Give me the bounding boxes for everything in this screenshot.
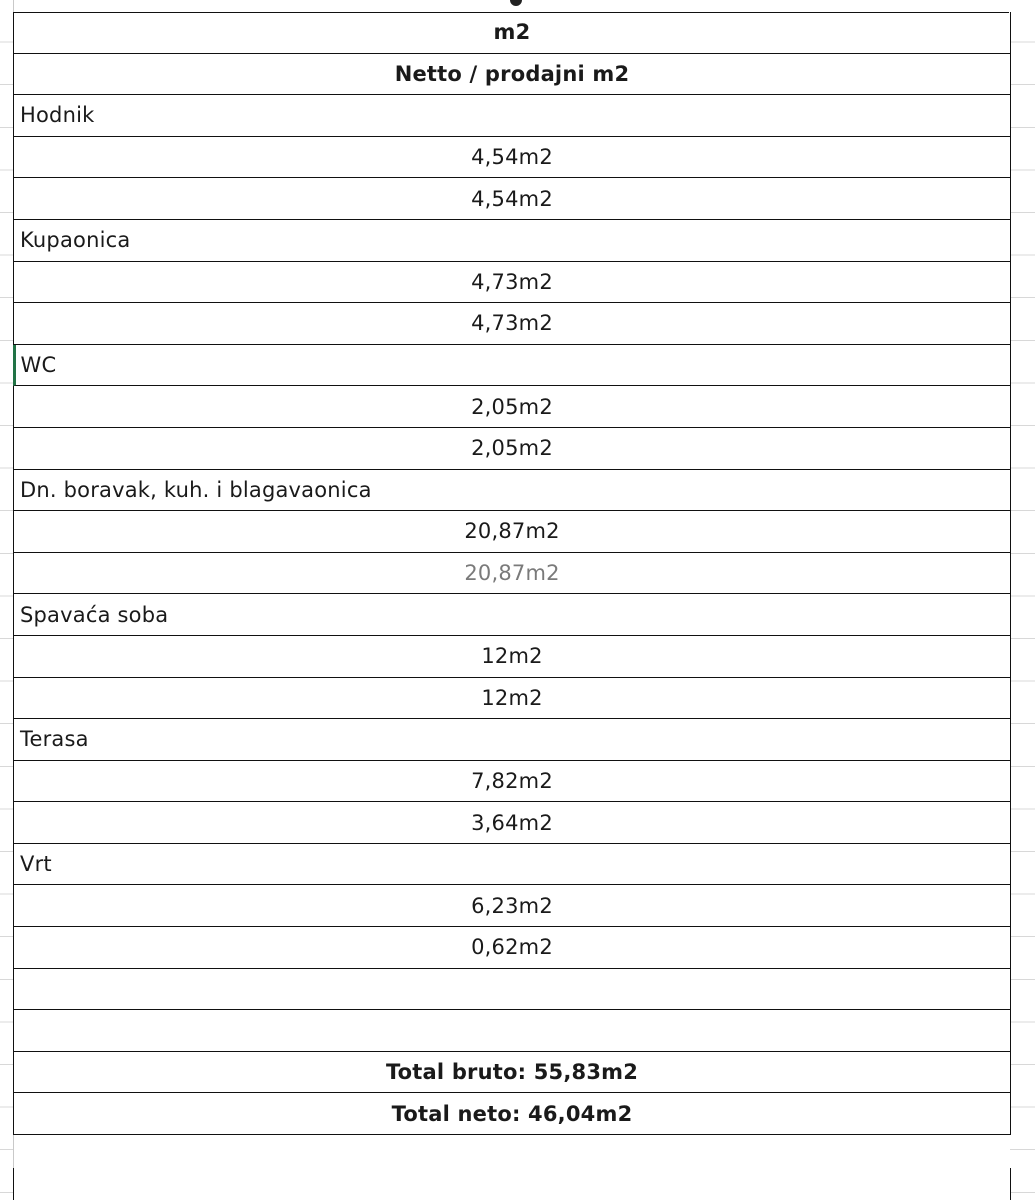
cut-off-text-fragment xyxy=(510,0,522,6)
room-bruto-cell-terasa[interactable]: 7,82m2 xyxy=(14,761,1010,803)
room-neto-cell-spavaca-soba[interactable]: 12m2 xyxy=(14,678,1010,720)
room-bruto-cell-boravak[interactable]: 20,87m2 xyxy=(14,511,1010,553)
area-table xyxy=(13,12,1011,1135)
total-neto-cell[interactable]: Total neto: 46,04m2 xyxy=(14,1093,1010,1135)
room-bruto-cell-spavaca-soba[interactable]: 12m2 xyxy=(14,636,1010,678)
room-name-cell-kupaonica[interactable]: Kupaonica xyxy=(14,220,1010,262)
room-neto-cell-vrt[interactable]: 0,62m2 xyxy=(14,927,1010,969)
room-neto-cell-wc[interactable]: 2,05m2 xyxy=(14,428,1010,470)
room-bruto-cell-hodnik[interactable]: 4,54m2 xyxy=(14,137,1010,179)
row-header-gutter xyxy=(0,0,14,1200)
header-unit-cell[interactable]: m2 xyxy=(14,12,1010,54)
room-name-cell-hodnik[interactable]: Hodnik xyxy=(14,95,1010,137)
empty-cell[interactable] xyxy=(14,969,1010,1011)
right-gridlines xyxy=(1010,0,1035,1200)
room-neto-cell-kupaonica[interactable]: 4,73m2 xyxy=(14,303,1010,345)
header-netto-cell[interactable]: Netto / prodajni m2 xyxy=(14,54,1010,96)
room-neto-cell-hodnik[interactable]: 4,54m2 xyxy=(14,178,1010,220)
empty-cell[interactable] xyxy=(14,1010,1010,1052)
room-neto-cell-terasa[interactable]: 3,64m2 xyxy=(14,802,1010,844)
room-name-cell-terasa[interactable]: Terasa xyxy=(14,719,1010,761)
room-name-cell-vrt[interactable]: Vrt xyxy=(14,844,1010,886)
room-bruto-cell-kupaonica[interactable]: 4,73m2 xyxy=(14,262,1010,304)
empty-cell-bottom[interactable] xyxy=(13,1168,1011,1200)
room-name-cell-boravak[interactable]: Dn. boravak, kuh. i blagavaonica xyxy=(14,470,1010,512)
room-bruto-cell-wc[interactable]: 2,05m2 xyxy=(14,386,1010,428)
room-name-cell-wc-selected[interactable]: WC xyxy=(13,345,1011,387)
room-bruto-cell-vrt[interactable]: 6,23m2 xyxy=(14,885,1010,927)
total-bruto-cell[interactable]: Total bruto: 55,83m2 xyxy=(14,1052,1010,1094)
room-neto-cell-boravak[interactable]: 20,87m2 xyxy=(14,553,1010,595)
room-name-cell-spavaca-soba[interactable]: Spavaća soba xyxy=(14,594,1010,636)
